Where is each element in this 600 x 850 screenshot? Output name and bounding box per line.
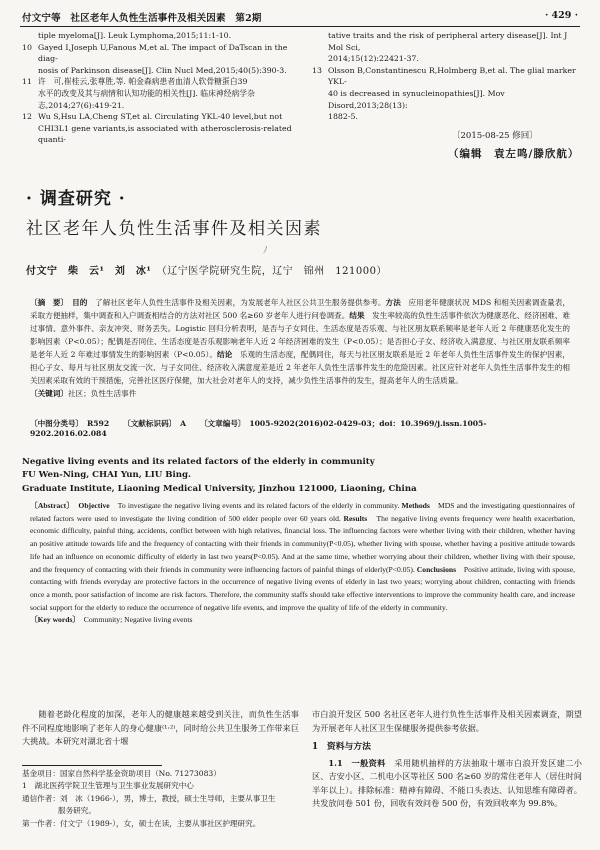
page-number: · 429 ·	[544, 10, 578, 21]
abstract-cn: 〔摘 要〕 目的 了解社区老年人负性生活事件及相关因素，为发展老年人社区公共卫生服务提供参考。方法 应用老年健康状况 MDS 和相关因素调查量表，采取方便抽样，集中调查和入户调查相结合的方法对社区 500 名≥60 岁老年人进行问卷调查。结果 发生率较高的负性生活事件依次为健康恶化、经济困难、难过事情、意外事件、亲友冲突、财务丢失。Logistic 回归分析表明，是否与子女同住、生活态度是否乐观、与社区朋友联系频率是老年人近 2 年健康恶化发生的影响因素（P<0.05）；配偶是否同住、生活态度是否乐观影响老年人近 2 年经济困难的发生（P<0.05）；是否担心子女、经济收入满意度、与社区朋友联系频率是老年人近 2 年难过事情发生的影响因素（P<0.05）。结论 乐观的生活态度，配偶同住，每天与社区朋友联系是近 2 年老年人负性生活事件发生的保护因素，担心子女、每月与社区朋友交流一次、与子女同住、经济收入满意度差是近 2 年老年人负性生活事件发生的危险因素。社区应针对老年人负性生活事件发生的相关因素采取有效的干预措施，完善社区医疗保健，加大社会对老年人的支持，减少负性生活事件的发生，提高老年人的生活质量。 〔关键词〕社区；负性生活事件	[30, 298, 571, 398]
authors-cn: 付文宁 柴 云¹ 刘 冰¹ （辽宁医学院研究生院，辽宁 锦州 121000）	[26, 266, 387, 277]
body-paragraph: 市白浪开发区 500 名社区老年人进行负性生活事件及相关因素调查，期望为开展老年人社区卫生保健服务提供参考依据。	[312, 709, 582, 733]
authors-en: FU Wen-Ning, CHAI Yun, LIU Bing.	[22, 470, 192, 480]
corresponding-author-cont: 服务研究。	[58, 806, 96, 816]
reference-continuation: 40 is decreased in synucleinopathies[J]. Mov Disord,2013;28(13):	[328, 88, 505, 110]
keywords-cn-label: 〔关键词〕	[30, 389, 68, 398]
body-paragraph: 1.1 一般资料 采用随机抽样的方法抽取十堰市白浪开发区建二小区、吉安小区、二机电小区等社区 500 名≥60 岁的常住老年人（居住时间半年以上）。排除标准：精神有障碍、不能口头表达、认知思维有障碍者。共发放问卷 501 份，回收有效问卷 500 份，有效回收率为 99.8%。	[312, 757, 582, 808]
references-left-column	[22, 30, 296, 146]
institution-en: Graduate Institute, Liaoning Medical University, Jinzhou 121000, Liaoning, China	[22, 484, 417, 494]
keywords-en-label: 〔Key words〕	[30, 615, 77, 625]
article-title-cn: 社区老年人负性生活事件及相关因素	[26, 219, 322, 239]
references-right-column	[312, 30, 580, 123]
article-title-en: Negative living events and its related factors of the elderly in community	[22, 457, 375, 467]
reference-continuation: tative traits and the risk of peripheral artery disease[J]. Int J Mol Sci,	[328, 31, 568, 52]
reference-item: 13 Olsson B,Constantinescu R,Holmberg B,et al. The glial marker YKL-	[312, 65, 576, 87]
reference-item: 10 Gayed I,Joseph U,Fanous M,et al. The impact of DaTscan in the diag-	[22, 42, 288, 64]
first-author: 第一作者：付文宁（1989-），女，硕士在读，主要从事社区护理研究。	[22, 818, 261, 828]
reference-item: tiple myeloma[J]. Leuk Lymphoma,2015;11:1-10.	[38, 31, 232, 40]
keywords-en: Community; Negative living events	[83, 615, 193, 625]
running-header-left: 付文宁等 社区老年人负性生活事件及相关因素 第2期	[22, 13, 262, 24]
keywords-cn: 社区；负性生活事件	[67, 389, 137, 398]
editor-credit: （编辑 袁左鸣/滕欣航）	[448, 148, 580, 160]
footnotes	[22, 768, 302, 830]
reference-continuation: 1882-5.	[328, 112, 358, 122]
affiliation-note: 1 湖北医药学院卫生管理与卫生事业发展研究中心	[22, 781, 194, 791]
reference-continuation: 志,2014;27(6):419-21.	[38, 100, 125, 110]
abstract-en: 〔Abstract〕 Objective To investigate the negative living events and its related factors of the elderly in community. Methods MDS and the investigating questionnaires of related factors were used to investigate the living condition of 500 elder people over 60 years old. Results The negative living events frequency were health exacerbation, economic difficulty, painful thing, accidents, conflict between with high relatives, financial loss. The influencing factors were whether living with their children, whether having an positive attitude towards life and the frequency of contacting with their friends in community(P<0.05), whether living with spouse, whether having a positive attitude towards life had an influence on economic difficulty of elderly in last two years(P<0.05). And at the same time, whether worrying about their children, whether living with their spouse, and the frequency of contacting with their friends in community were influencing factors of painful things of elderly(P<0.05). Conclusions Positive attitude, living with spouse, contacting with friends everyday are protective factors in the occurrence of negative living events of elderly in last two years; worrying about children, contacting with friends once a month, poor satisfaction of income are risk factors. Therefore, the community staffs should take effective interventions to improve the community health care, and increase social support for the elderly to reduce the occurrence of negative life events, and improve the quality of life of the elderly in community. 〔Key words〕 Community; Negative living events	[30, 501, 576, 625]
fund-note: 基金项目：国家自然科学基金资助项目（No. 71273083）	[22, 769, 221, 778]
reference-continuation: 2014;15(12):22421-37.	[328, 54, 419, 64]
footnote-rule	[22, 765, 162, 766]
section-heading: 1 资料与方法	[312, 742, 371, 752]
section-label: · 调查研究 ·	[26, 189, 126, 209]
corresponding-author: 通信作者：刘 冰（1966-），男，博士，教授，硕士生导师，主要从事卫生	[22, 793, 276, 803]
revision-date: 〔2015-08-25 修回〕	[452, 131, 538, 141]
reference-item: 12 Wu S,Hsu LA,Cheng ST,et al. Circulating YKL-40 level,but not	[22, 112, 283, 122]
reference-continuation: nosis of Parkinson disease[J]. Clin Nucl Med,2015;40(5):390-3.	[38, 65, 287, 75]
header-rule	[20, 26, 580, 27]
stray-mark: ﾉ	[263, 246, 268, 256]
reference-continuation: CHI3L1 gene variants,is associated with atherosclerosis-related quanti-	[38, 123, 292, 145]
body-right-column	[312, 708, 582, 811]
affiliation-cn: （辽宁医学院研究生院，辽宁 锦州 121000）	[161, 266, 387, 277]
classification-line: 〔中图分类号〕 R592 〔文献标识码〕 A 〔文章编号〕 1005-9202(2016)02-0429-03；doi：10.3969/j.issn.1005-9202.2016.02.084	[30, 419, 487, 438]
reference-continuation: 水平的改变及其与病情和认知功能的相关性[J]. 临床神经病学杂	[38, 88, 255, 98]
body-intro: 随着老龄化程度的加深，老年人的健康越来越受到关注，而负性生活事件不同程度地影响了老年人的身心健康⁽¹·²⁾，同时给公共卫生服务工作带来巨大挑战。本研究对湖北省十堰	[22, 709, 299, 746]
reference-item: 11 许 可,崔桂云,张尊胜,等. 帕金森病患者血清人软骨糖蛋白39	[22, 77, 248, 87]
